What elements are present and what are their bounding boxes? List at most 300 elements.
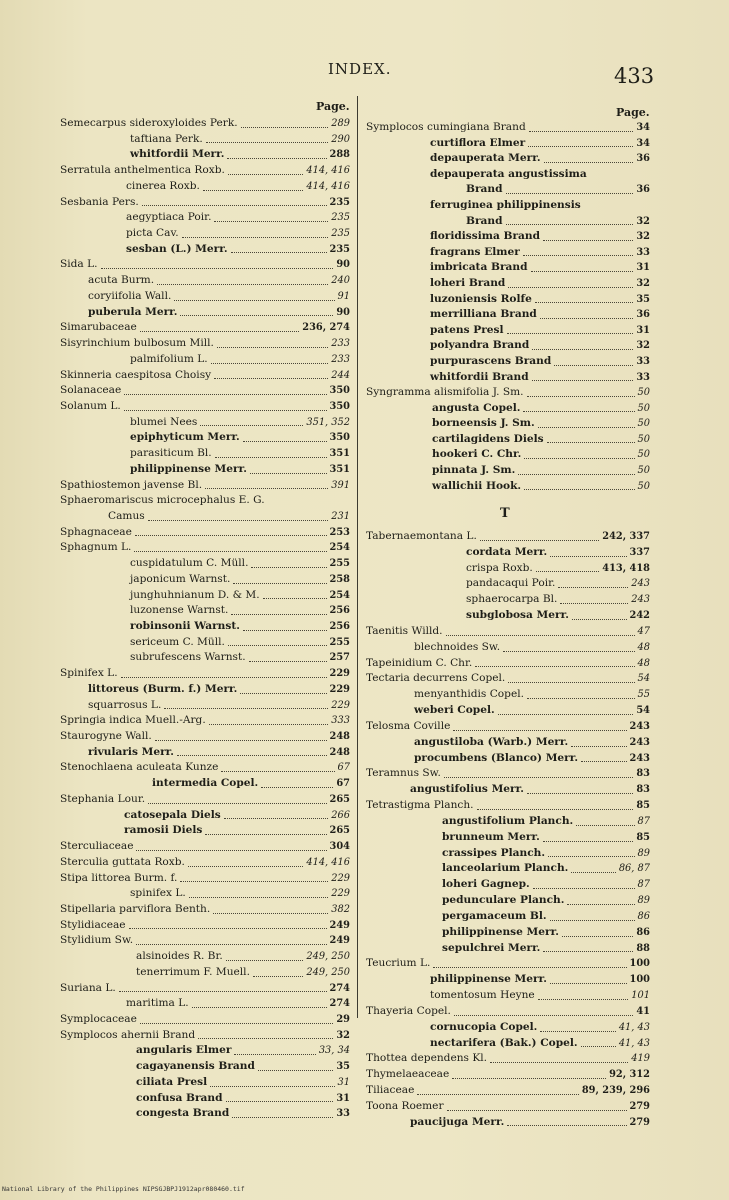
index-entry-name: palmifolium L.: [130, 352, 208, 365]
index-entry-name: aegyptiaca Poir.: [126, 211, 212, 224]
leader-dots: [192, 1007, 327, 1008]
index-entry-page: 249, 250: [306, 951, 350, 963]
index-entry: [60, 273, 350, 289]
leader-dots: [503, 651, 634, 652]
index-entry-page: 419: [631, 1053, 650, 1065]
index-entry-name: imbricata Brand: [430, 261, 528, 274]
index-entry-name: Camus: [108, 509, 145, 522]
index-entry-name: procumbens (Blanco) Merr.: [414, 751, 579, 764]
index-entry: [60, 886, 350, 902]
index-entry-page: 244: [331, 369, 350, 381]
index-entry: [366, 432, 650, 448]
index-entry-page: 243: [631, 578, 650, 590]
index-entry-page: 34: [636, 122, 650, 133]
index-entry-page: 31: [636, 324, 650, 336]
index-entry-page: 67: [336, 778, 350, 790]
index-entry-page: 235: [331, 228, 350, 240]
leader-dots: [531, 271, 634, 272]
index-entry-page: 255: [329, 558, 350, 570]
index-entry-page: 41: [636, 1005, 650, 1017]
index-entry: [366, 245, 650, 261]
index-entry: [366, 877, 650, 893]
index-entry-name: Brand: [466, 214, 503, 227]
index-entry-name: blechnoides Sw.: [414, 640, 501, 653]
leader-dots: [205, 488, 328, 489]
leader-dots: [228, 645, 327, 646]
index-entry-name: luzoniensis Rolfe: [430, 292, 532, 305]
index-entry-page: 258: [329, 573, 350, 585]
leader-dots: [124, 394, 326, 395]
index-entry: [60, 776, 350, 792]
index-entry: [366, 608, 650, 624]
index-entry-name: depauperata Merr.: [430, 152, 541, 165]
index-entry-name: Sterculia guttata Roxb.: [60, 855, 185, 868]
index-entry: [366, 592, 650, 608]
leader-dots: [205, 834, 326, 835]
index-entry-page: 50: [637, 449, 650, 461]
index-entry: [60, 839, 350, 855]
index-entry-page: 36: [636, 184, 650, 196]
index-entry-name: tomentosum Heyne: [430, 989, 535, 1002]
index-entry-name: Sphagnum L.: [60, 541, 132, 554]
leader-dots: [550, 556, 626, 557]
index-entry: [366, 385, 650, 401]
index-entry-name: Stylidium Sw.: [60, 934, 134, 947]
index-entry-page: 243: [629, 752, 650, 764]
index-entry-page: 289: [331, 118, 350, 129]
index-entry: [60, 855, 350, 871]
index-entry-page: 382: [331, 903, 350, 915]
index-entry: [60, 116, 350, 132]
index-entry: [60, 949, 350, 965]
index-entry: [366, 988, 650, 1004]
leader-dots: [447, 1110, 627, 1111]
index-entry: [366, 1115, 650, 1131]
index-entry-name: Tabernaemontana L.: [366, 530, 477, 542]
index-entry-page: 33, 34: [318, 1045, 350, 1057]
index-entry: [60, 336, 350, 352]
leader-dots: [507, 1125, 626, 1126]
index-entry: [366, 229, 650, 245]
index-entry-name: crispa Roxb.: [466, 561, 533, 574]
leader-dots: [535, 302, 634, 303]
index-entry-page: 33: [636, 246, 650, 258]
index-entry: [60, 745, 350, 761]
leader-dots: [524, 458, 634, 459]
index-entry-name: Sesbania Pers.: [60, 195, 139, 208]
index-entry: [60, 713, 350, 729]
index-entry: [366, 401, 650, 417]
leader-dots: [210, 1086, 334, 1087]
leader-dots: [136, 850, 326, 851]
index-entry-name: crassipes Planch.: [442, 846, 546, 859]
leader-dots: [523, 255, 634, 256]
index-entry-name: Sterculiaceae: [60, 840, 134, 853]
index-entry-name: Springia indica Muell.-Arg.: [60, 714, 206, 727]
leader-dots: [214, 378, 328, 379]
index-entry-name: Tiliaceae: [366, 1083, 415, 1096]
index-entry-name: subrufescens Warnst.: [130, 651, 246, 664]
index-entry-page: 414, 416: [306, 856, 350, 868]
index-entry: [60, 588, 350, 604]
index-entry-page: 235: [331, 212, 350, 224]
leader-dots: [581, 1046, 616, 1047]
right-index-column: [366, 120, 650, 494]
index-entry-page: 87: [637, 879, 650, 891]
index-entry-name: Tapeinidium C. Chr.: [366, 656, 473, 669]
index-entry: [366, 370, 650, 386]
index-entry: [60, 462, 350, 478]
index-entry-name: Thymelaeaceae: [366, 1068, 450, 1081]
index-entry: [60, 179, 350, 195]
index-entry-page: 351: [329, 448, 350, 460]
index-entry-name: intermedia Copel.: [152, 777, 259, 790]
index-entry-page: 41, 43: [618, 1037, 650, 1049]
index-entry: [366, 167, 650, 183]
index-entry-name: purpurascens Brand: [430, 354, 552, 367]
leader-dots: [253, 976, 303, 977]
index-entry: [60, 698, 350, 714]
leader-dots: [558, 587, 628, 588]
leader-dots: [224, 818, 329, 819]
index-entry-name: Symplocos ahernii Brand: [60, 1028, 196, 1041]
index-entry: [366, 545, 650, 561]
leader-dots: [188, 866, 303, 867]
index-entry: [60, 603, 350, 619]
index-entry: [60, 540, 350, 556]
index-entry-page: 304: [329, 841, 350, 853]
index-entry-name: maritima L.: [126, 997, 189, 1010]
index-entry-page: 86, 87: [618, 863, 650, 875]
leader-dots: [124, 410, 327, 411]
leader-dots: [182, 237, 329, 238]
index-entry: [366, 925, 650, 941]
index-entry-name: littoreus (Burm. f.) Merr.: [88, 682, 238, 695]
leader-dots: [215, 457, 327, 458]
index-entry-name: depauperata angustissima: [430, 167, 587, 180]
index-entry-name: robinsonii Warnst.: [130, 620, 240, 632]
index-entry-page: 350: [329, 400, 350, 412]
index-entry-name: japonicum Warnst.: [130, 572, 231, 585]
index-entry: [366, 447, 650, 463]
index-entry: [60, 682, 350, 698]
index-entry-name: nectarifera (Bak.) Copel.: [430, 1036, 578, 1049]
index-entry: [366, 956, 650, 972]
index-entry-page: 32: [636, 231, 650, 243]
index-entry: [366, 656, 650, 672]
index-entry: [366, 766, 650, 782]
index-entry-page: 87: [637, 815, 650, 827]
index-entry-page: 350: [329, 432, 350, 444]
leader-dots: [119, 991, 327, 992]
index-entry-name: acuta Burm.: [88, 274, 155, 287]
index-entry-name: pinnata J. Sm.: [432, 464, 516, 477]
index-entry-page: 274: [329, 998, 350, 1010]
index-entry-name: cuspidatulum C. Müll.: [130, 557, 249, 570]
leader-dots: [524, 489, 634, 490]
index-entry-page: 32: [636, 215, 650, 227]
index-entry: [60, 933, 350, 949]
leader-dots: [548, 856, 634, 857]
index-entry-page: 350: [329, 385, 350, 397]
index-entry-name: paucijuga Merr.: [410, 1115, 505, 1128]
leader-dots: [217, 347, 328, 348]
index-entry-name: Stylidiaceae: [60, 918, 126, 931]
index-entry: [60, 760, 350, 776]
leader-dots: [189, 897, 329, 898]
index-entry-name: Sida L.: [60, 258, 98, 271]
index-entry-page: 31: [336, 1092, 350, 1104]
index-entry: [60, 918, 350, 934]
index-entry-name: epiphyticum Merr.: [130, 431, 240, 444]
leader-dots: [148, 520, 329, 521]
leader-dots: [227, 158, 326, 159]
index-entry-name: Semecarpus sideroxyloides Perk.: [60, 117, 238, 129]
index-entry: [60, 981, 350, 997]
index-entry-page: 34: [636, 137, 650, 149]
leader-dots: [550, 920, 635, 921]
leader-dots: [211, 363, 329, 364]
index-entry-page: 50: [637, 387, 650, 399]
index-entry-name: Suriana L.: [60, 981, 116, 994]
index-entry-page: 249, 250: [306, 966, 350, 978]
index-entry-name: ramosii Diels: [124, 824, 203, 837]
index-entry-page: 35: [636, 293, 650, 305]
leader-dots: [547, 442, 635, 443]
index-entry-name: Stenochlaena aculeata Kunze: [60, 761, 219, 774]
index-entry: [366, 561, 650, 577]
index-entry-page: 229: [331, 888, 350, 900]
leader-dots: [475, 666, 634, 667]
leader-dots: [180, 881, 328, 882]
index-entry: [60, 823, 350, 839]
index-entry-name: Teucrium L.: [366, 957, 431, 970]
index-entry: [60, 195, 350, 211]
leader-dots: [572, 619, 627, 620]
index-entry: [366, 276, 650, 292]
index-entry: [60, 1043, 350, 1059]
index-entry-name: sesban (L.) Merr.: [126, 242, 228, 255]
index-entry-page: 83: [636, 784, 650, 796]
index-entry-name: taftiana Perk.: [130, 132, 203, 145]
leader-dots: [444, 777, 634, 778]
index-entry: [60, 1012, 350, 1028]
index-entry: [366, 640, 650, 656]
leader-dots: [477, 809, 634, 810]
index-entry-name: Staurogyne Wall.: [60, 730, 152, 743]
leader-dots: [452, 1078, 606, 1079]
index-entry-page: 248: [329, 731, 350, 743]
index-entry: [366, 576, 650, 592]
index-entry-name: luzonense Warnst.: [130, 604, 229, 617]
index-entry-page: 83: [636, 768, 650, 780]
index-entry: [60, 572, 350, 588]
leader-dots: [433, 967, 626, 968]
index-entry-name: brunneum Merr.: [442, 830, 540, 843]
index-entry-name: lanceolarium Planch.: [442, 862, 569, 875]
index-entry-name: Tetrastigma Planch.: [366, 799, 474, 812]
index-entry-name: Tectaria decurrens Copel.: [366, 672, 506, 685]
index-entry: [366, 151, 650, 167]
index-entry: [366, 354, 650, 370]
index-entry: [366, 136, 650, 152]
index-entry-page: 32: [636, 340, 650, 352]
index-entry-name: angusta Copel.: [432, 401, 521, 414]
index-entry-name: congesta Brand: [136, 1107, 230, 1120]
index-entry-page: 67: [337, 762, 350, 774]
leader-dots: [243, 441, 327, 442]
index-entry: [366, 751, 650, 767]
index-entry: [60, 1106, 350, 1122]
leader-dots: [231, 252, 327, 253]
index-entry-name: Brand: [466, 183, 503, 196]
index-entry: [60, 996, 350, 1012]
index-entry-page: 254: [329, 542, 350, 554]
right-index-column-t: [366, 529, 650, 1130]
index-entry-name: Spinifex L.: [60, 667, 118, 680]
index-entry: [60, 383, 350, 399]
index-entry: [60, 320, 350, 336]
index-entry-page: 256: [329, 621, 350, 632]
index-entry: [366, 1099, 650, 1115]
index-entry-page: 235: [329, 196, 350, 208]
leader-dots: [243, 630, 327, 631]
leader-dots: [538, 999, 629, 1000]
index-entry: [60, 352, 350, 368]
index-entry-page: 48: [637, 657, 650, 669]
leader-dots: [532, 349, 633, 350]
index-entry-name: coryiifolia Wall.: [88, 289, 172, 302]
index-entry-name: confusa Brand: [136, 1091, 223, 1104]
index-entry-page: 290: [331, 133, 350, 145]
index-entry: [366, 323, 650, 339]
index-entry-name: parasiticum Bl.: [130, 447, 212, 460]
index-entry-page: 254: [329, 589, 350, 601]
index-entry: [366, 861, 650, 877]
leader-dots: [203, 190, 303, 191]
leader-dots: [528, 146, 633, 147]
index-entry-page: 231: [331, 510, 350, 522]
index-entry: [60, 446, 350, 462]
index-entry-page: 36: [636, 153, 650, 165]
leader-dots: [251, 567, 326, 568]
index-entry-name: rivularis Merr.: [88, 745, 174, 758]
leader-dots: [241, 127, 329, 128]
index-entry: [366, 182, 650, 198]
leader-dots: [164, 708, 328, 709]
index-entry-page: 229: [331, 699, 350, 711]
index-entry-name: cagayanensis Brand: [136, 1060, 255, 1073]
index-entry: [60, 493, 350, 509]
index-entry-page: 391: [331, 479, 350, 491]
index-entry-name: floridissima Brand: [430, 230, 541, 243]
index-entry-name: Thayeria Copel.: [366, 1004, 451, 1017]
index-entry-name: pergamaceum Bl.: [442, 909, 547, 922]
leader-dots: [506, 224, 634, 225]
index-entry: [366, 1004, 650, 1020]
page-number: 433: [614, 64, 655, 88]
leader-dots: [498, 714, 634, 715]
leader-dots: [142, 205, 327, 206]
leader-dots: [538, 427, 635, 428]
index-entry: [60, 289, 350, 305]
index-entry-page: 248: [329, 746, 350, 758]
index-entry-name: loheri Brand: [430, 276, 506, 289]
index-entry-name: Sphaeromariscus microcephalus E. G.: [60, 494, 265, 507]
index-entry-page: 256: [329, 605, 350, 617]
index-entry-page: 337: [629, 546, 650, 558]
index-entry-page: 255: [329, 636, 350, 648]
leader-dots: [232, 1117, 333, 1118]
index-entry: [60, 1075, 350, 1091]
index-entry-name: merrilliana Brand: [430, 308, 537, 321]
leader-dots: [258, 1070, 333, 1071]
index-entry-name: squarrosus L.: [88, 698, 162, 711]
index-entry-page: 54: [636, 705, 650, 717]
index-entry-page: 92, 312: [609, 1069, 650, 1081]
index-entry-page: 279: [629, 1116, 650, 1128]
index-entry: [366, 338, 650, 354]
index-entry-page: 31: [337, 1076, 350, 1088]
leader-dots: [550, 983, 627, 984]
index-entry-page: 86: [636, 926, 650, 938]
index-entry-page: 54: [637, 673, 650, 685]
leader-dots: [480, 540, 599, 541]
index-entry: [366, 214, 650, 230]
index-entry: [60, 729, 350, 745]
index-entry-page: 29: [336, 1013, 350, 1025]
index-entry-name: patens Presl: [430, 323, 504, 336]
index-entry: [366, 735, 650, 751]
index-entry-page: 33: [636, 355, 650, 367]
leader-dots: [540, 318, 634, 319]
index-entry: [366, 830, 650, 846]
index-entry-name: sericeum C. Müll.: [130, 635, 225, 648]
leader-dots: [226, 1101, 334, 1102]
index-entry: [366, 1067, 650, 1083]
index-entry: [366, 909, 650, 925]
index-entry: [60, 650, 350, 666]
index-entry-name: Stipellaria parviflora Benth.: [60, 902, 211, 915]
index-entry: [366, 416, 650, 432]
index-entry: [60, 525, 350, 541]
leader-dots: [240, 693, 326, 694]
index-entry-page: 233: [331, 353, 350, 365]
index-entry-page: 85: [636, 800, 650, 812]
index-entry-page: 33: [636, 371, 650, 383]
index-entry: [366, 941, 650, 957]
leader-dots: [180, 315, 333, 316]
left-page-heading: Page.: [316, 100, 350, 113]
index-entry: [60, 132, 350, 148]
index-entry: [60, 792, 350, 808]
index-entry-page: 265: [329, 793, 350, 805]
index-entry-page: 229: [329, 683, 350, 695]
leader-dots: [507, 333, 634, 334]
leader-dots: [543, 240, 633, 241]
index-entry-page: 50: [637, 402, 650, 414]
index-entry: [60, 305, 350, 321]
index-entry-name: menyanthidis Copel.: [414, 688, 524, 701]
index-entry-name: Solanaceae: [60, 384, 122, 397]
index-entry-page: 229: [331, 872, 350, 884]
index-entry-page: 88: [636, 942, 650, 954]
index-entry-page: 243: [631, 594, 650, 606]
index-entry-page: 242, 337: [602, 531, 650, 542]
index-entry-page: 86: [637, 910, 650, 922]
index-entry-name: Stipa littorea Burm. f.: [60, 871, 178, 884]
leader-dots: [571, 746, 626, 747]
